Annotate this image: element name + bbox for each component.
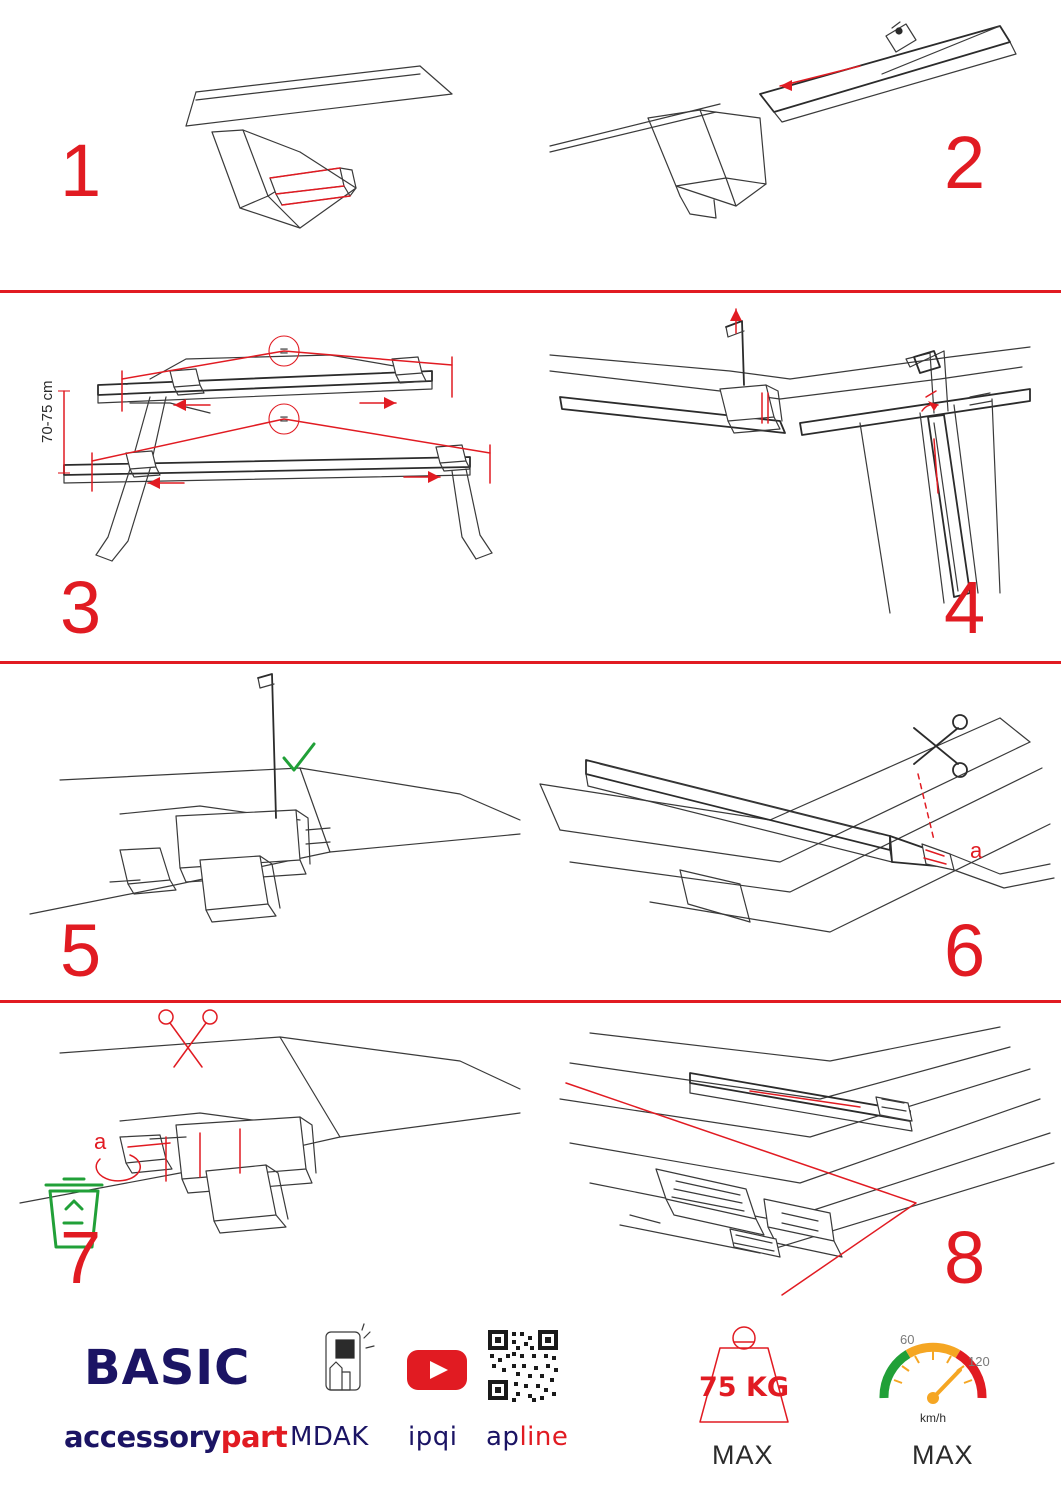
weight-icon [684, 1316, 804, 1436]
step-panel-4 [530, 293, 1061, 661]
scissors-icon-7 [159, 1010, 217, 1067]
step-number-7: 7 [60, 1216, 101, 1299]
step-number-1: 1 [60, 129, 101, 212]
nfc-phone-icon [308, 1328, 380, 1408]
step-number-3: 3 [60, 566, 101, 649]
brand-basic: BASIC [84, 1340, 251, 1396]
footer [0, 1300, 1061, 1500]
step-number-2: 2 [944, 121, 985, 204]
brand-mdak: MDAK [290, 1422, 369, 1452]
equal-sign-top: = [279, 343, 289, 360]
step-panel-6 [530, 664, 1061, 1000]
step-panel-1 [0, 0, 530, 290]
check-icon [284, 744, 314, 770]
distance-label: 70-75 cm [39, 380, 56, 443]
brand-accessorypart-part1: accessory [64, 1420, 221, 1454]
step-panel-8 [530, 1003, 1061, 1300]
speedometer-icon [868, 1314, 998, 1434]
brand-apline [486, 1422, 568, 1452]
brand-apline-part2: line [519, 1422, 569, 1452]
step-panel-5 [0, 664, 530, 1000]
brand-ipqi: ipqi [408, 1422, 458, 1452]
step-panel-7 [0, 1003, 530, 1300]
gauge-tick-120: 120 [968, 1354, 990, 1369]
speed-max-label: MAX [912, 1440, 974, 1470]
brand-accessorypart [64, 1420, 287, 1454]
part-label-a-7: a [94, 1129, 107, 1154]
gauge-unit: km/h [919, 1411, 947, 1425]
step-number-8: 8 [944, 1216, 985, 1299]
brand-accessorypart-part2: part [220, 1420, 288, 1454]
scissors-icon [914, 715, 967, 777]
qr-code-icon [486, 1328, 560, 1402]
weight-max-label: MAX [712, 1440, 774, 1470]
equal-sign-bottom: = [279, 411, 289, 428]
brand-apline-part1: ap [486, 1422, 520, 1452]
weight-value: 75 KG [698, 1372, 790, 1403]
youtube-icon [406, 1346, 468, 1392]
gauge-tick-60: 60 [900, 1332, 915, 1347]
step-number-5: 5 [60, 909, 101, 992]
step-number-4: 4 [944, 566, 985, 649]
step-number-6: 6 [944, 909, 985, 992]
step-panel-3 [0, 293, 530, 661]
part-label-a: a [970, 838, 983, 863]
step-panel-2 [530, 0, 1061, 290]
